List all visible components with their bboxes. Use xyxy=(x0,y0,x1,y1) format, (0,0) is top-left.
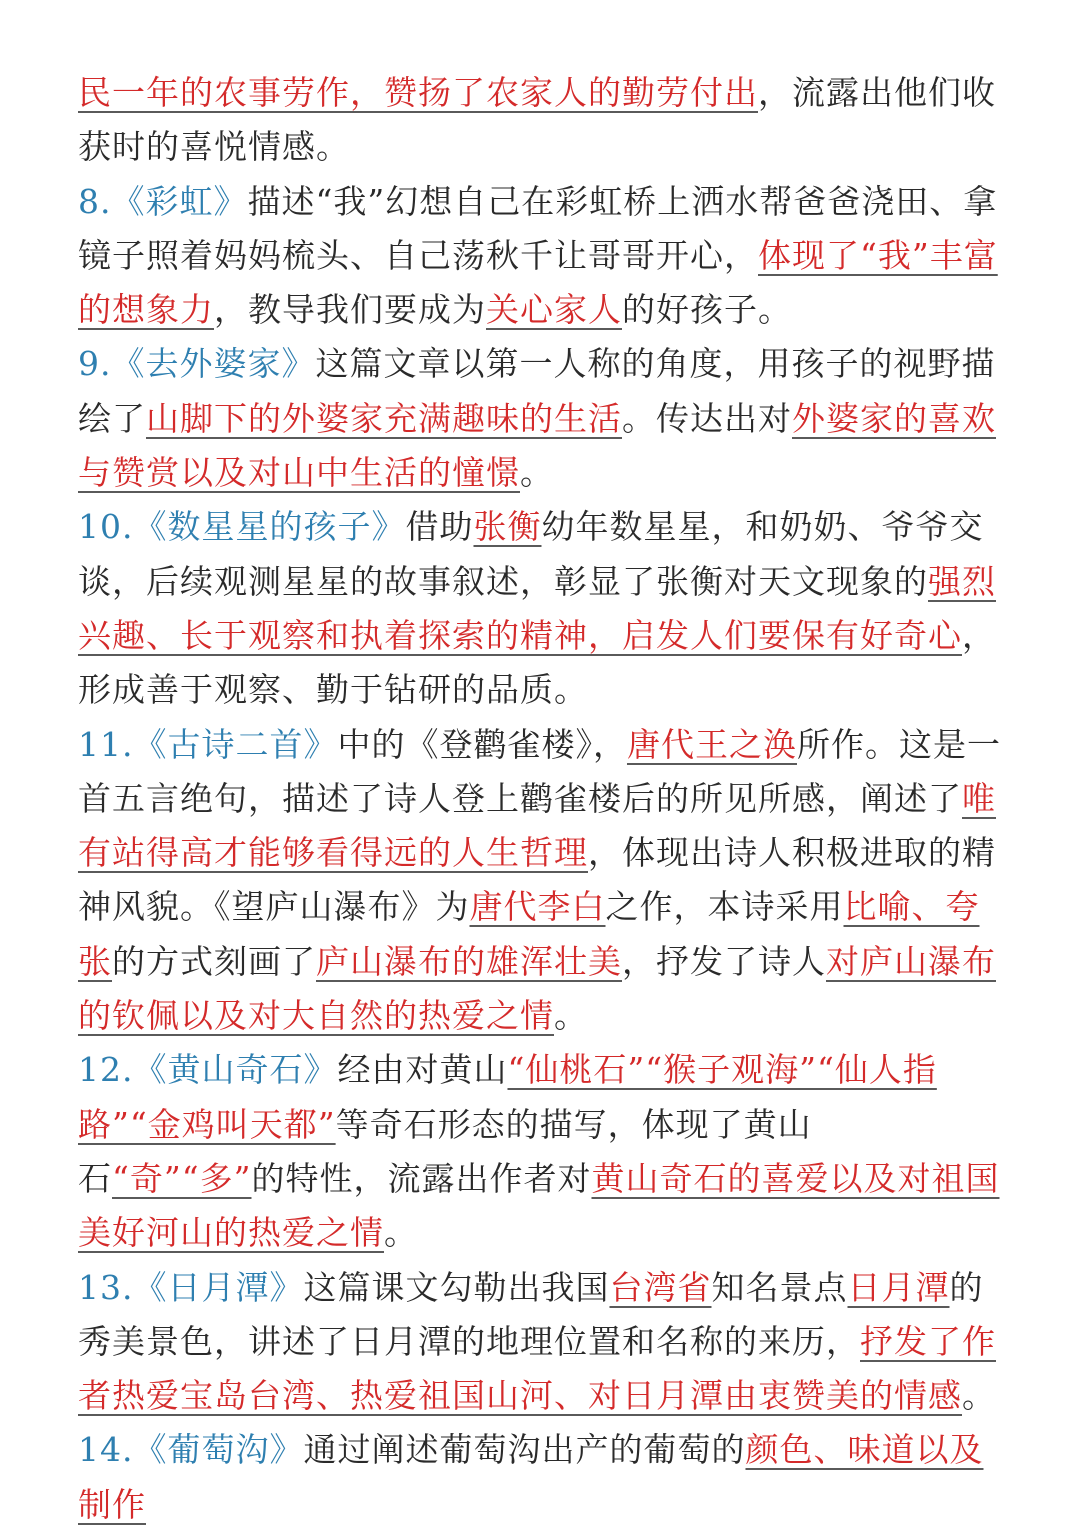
highlighted-text: 唐代王之涣 xyxy=(626,724,797,764)
body-text: ，体现出诗人积极进取的精神风貌。《望庐山瀑布》为 xyxy=(78,833,996,927)
item-title: 10.《数星星的孩子》 xyxy=(78,507,406,547)
item-title: 14.《葡萄沟》 xyxy=(78,1430,304,1470)
highlighted-text: 颜色、味道以及制作 xyxy=(78,1430,984,1524)
body-text: ，形成善于观察、勤于钻研的品质。 xyxy=(78,615,996,710)
body-text: 的特性，流露出作者对 xyxy=(251,1158,592,1198)
highlighted-text: “仙桃石”“猴子观海”“仙人指路”“金鸡叫天都” xyxy=(78,1050,937,1144)
highlighted-text: 唯有站得高才能够看得远的人生哲理 xyxy=(78,778,996,873)
body-text: 。传达出对 xyxy=(622,398,792,438)
body-text: 之作，本诗采用 xyxy=(605,887,844,927)
body-text: ，抒发了诗人 xyxy=(622,941,826,981)
highlighted-text: 体现了“我”丰富的想象力 xyxy=(78,235,998,330)
item-title: 12.《黄山奇石》 xyxy=(78,1050,338,1090)
body-text: 所作。这是一首五言绝句，描述了诗人登上鹳雀楼后的所见所感，阐述了 xyxy=(78,724,1001,818)
paragraph xyxy=(78,175,1008,338)
highlighted-text: 比喻、夸张 xyxy=(78,887,980,981)
highlighted-text: 唐代李白 xyxy=(469,887,606,927)
item-title: 13.《日月潭》 xyxy=(78,1267,304,1307)
highlighted-text: 抒发了作者热爱宝岛台湾、热爱祖国山河、对日月潭由衷赞美的情感 xyxy=(78,1321,996,1416)
highlighted-text: 对庐山瀑布的钦佩以及对大自然的热爱之情 xyxy=(78,941,996,1036)
highlighted-text: 台湾省 xyxy=(609,1267,712,1307)
body-text: 知名景点 xyxy=(711,1267,848,1307)
body-text: 。 xyxy=(962,1376,996,1416)
highlighted-text: 外婆家的喜欢与赞赏以及对山中生活的憧憬 xyxy=(78,398,996,493)
body-text: 描述“我”幻想自己在彩虹桥上洒水帮爸爸浇田、拿镜子照着妈妈梳头、自己荡秋千让哥哥开心， xyxy=(78,181,998,275)
highlighted-text: 民一年的农事劳作，赞扬了农家人的勤劳付出 xyxy=(78,73,758,112)
body-text: 的方式刻画了 xyxy=(112,941,316,981)
body-text: 通过阐述葡萄沟出产的葡萄的 xyxy=(303,1430,746,1470)
paragraph xyxy=(78,1261,1008,1424)
body-text: 这篇文章以第一人称的角度，用孩子的视野描绘了 xyxy=(78,344,996,438)
paragraph xyxy=(78,1423,1008,1532)
body-text: 幼年数星星，和奶奶、爷爷交谈，后续观测星星的故事叙述，彰显了张衡对天文现象的 xyxy=(78,507,984,601)
paragraph xyxy=(78,1043,1008,1260)
body-text: ，教导我们要成为 xyxy=(214,290,486,330)
highlighted-text: 关心家人 xyxy=(486,290,622,330)
item-title: 9.《去外婆家》 xyxy=(78,344,316,384)
highlighted-text: 张衡 xyxy=(473,507,542,547)
paragraph xyxy=(78,500,1008,717)
paragraph xyxy=(78,337,1008,500)
paragraph xyxy=(78,66,1008,175)
body-text: 这篇课文勾勒出我国 xyxy=(303,1267,610,1307)
body-text: 等奇石形态的描写，体现了黄山石 xyxy=(78,1104,812,1198)
document-body xyxy=(78,66,1008,1532)
item-title: 8.《彩虹》 xyxy=(78,181,248,221)
paragraph xyxy=(78,718,1008,1044)
body-text: 。 xyxy=(554,996,588,1036)
highlighted-text: 黄山奇石的喜爱以及对祖国美好河山的热爱之情 xyxy=(78,1158,1000,1253)
body-text: 借助 xyxy=(405,507,474,547)
highlighted-text: 日月潭 xyxy=(847,1267,950,1307)
item-title: 11.《古诗二首》 xyxy=(78,724,338,764)
highlighted-text: “奇”“多” xyxy=(112,1158,252,1198)
highlighted-text: 庐山瀑布的雄浑壮美 xyxy=(316,941,622,981)
body-text: 。 xyxy=(520,453,554,493)
body-text: 的秀美景色，讲述了日月潭的地理位置和名称的来历， xyxy=(78,1267,984,1361)
body-text: 。 xyxy=(384,1213,418,1253)
body-text: 的好孩子。 xyxy=(622,290,792,330)
body-text: 经由对黄山 xyxy=(337,1050,508,1090)
highlighted-text: 强烈兴趣、长于观察和执着探索的精神，启发人们要保有好奇心 xyxy=(78,561,996,655)
highlighted-text: 山脚下的外婆家充满趣味的生活 xyxy=(146,398,622,438)
body-text: 中的《登鹳雀楼》， xyxy=(337,724,627,764)
body-text: ，流露出他们收获时的喜悦情感。 xyxy=(78,73,996,167)
